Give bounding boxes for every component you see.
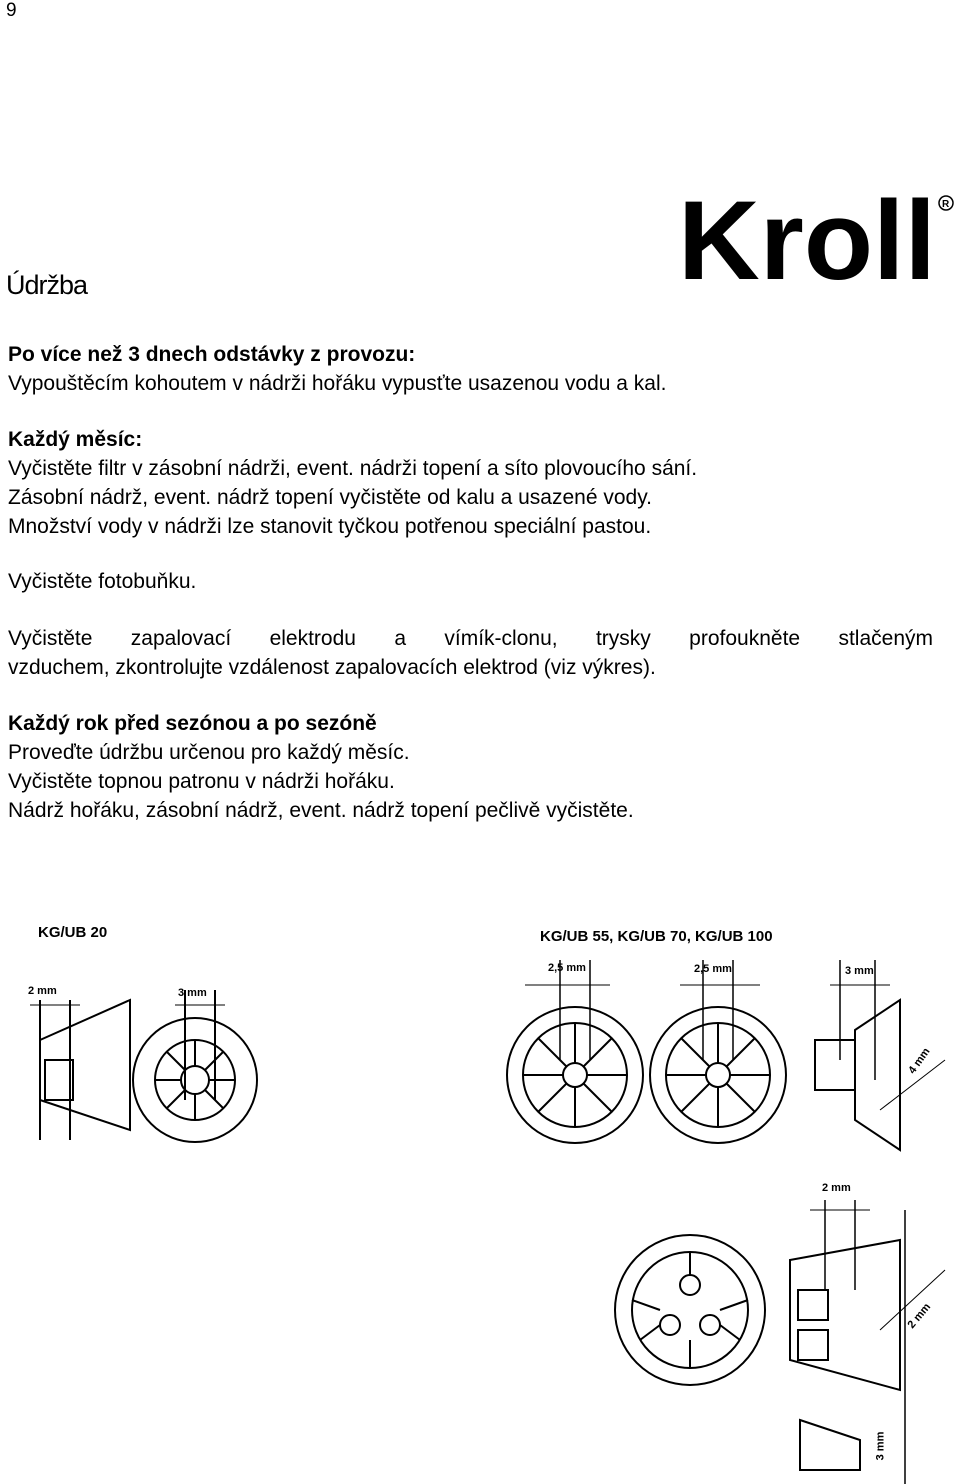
section-photocell — [8, 567, 196, 596]
section-yearly — [8, 709, 634, 825]
kgub20-drawing — [30, 990, 257, 1142]
kgub55-drawing — [507, 960, 945, 1150]
dimension-label: 3 mm — [874, 1431, 887, 1461]
text-line: Nádrž hořáku, zásobní nádrž, event. nádrž topení pečlivě vyčistěte. — [8, 799, 634, 822]
dimension-label: 2,5 mm — [694, 963, 732, 975]
dimension-label: 3 mm — [178, 987, 207, 999]
dimension-label: 3 mm — [845, 965, 874, 977]
text-line: Proveďte údržbu určenou pro každý měsíc. — [8, 741, 410, 764]
svg-text:Kroll: Kroll — [678, 193, 936, 285]
section-heading: Každý rok před sezónou a po sezóně — [8, 712, 377, 735]
text-line: Vyčistěte topnou patronu v nádrži hořáku. — [8, 770, 395, 793]
dimension-label: 2 mm — [905, 1301, 934, 1331]
section-electrode — [8, 624, 933, 682]
text-line: Vyčistěte fotobuňku. — [8, 570, 197, 593]
dimension-label: 4 mm — [906, 1045, 933, 1077]
section-downtime — [8, 340, 666, 398]
section-heading: Každý měsíc: — [8, 428, 143, 451]
dimension-label: 2,5 mm — [548, 962, 586, 974]
dimension-label: 2 mm — [822, 1182, 851, 1194]
kroll-logo — [678, 193, 956, 285]
page-title: Údržba — [6, 270, 88, 300]
figure-title-left: KG/UB 20 — [38, 924, 108, 941]
section-heading: Po více než 3 dnech odstávky z provozu: — [8, 343, 416, 366]
section-monthly — [8, 425, 697, 541]
text-line: vzduchem, zkontrolujte vzdálenost zapalovacích elektrod (viz výkres). — [8, 656, 656, 679]
text-line: Vyčistěte zapalovací elektrodu a vímík-clonu, trysky profoukněte stlačeným — [8, 627, 933, 650]
dimension-label: 2 mm — [28, 985, 57, 997]
text-line: Vyčistěte filtr v zásobní nádrži, event. nádrži topení a síto plovoucího sání. — [8, 457, 698, 480]
text-line: Zásobní nádrž, event. nádrž topení vyčistěte od kalu a usazené vody. — [8, 486, 652, 509]
page-number: 9 — [6, 0, 17, 21]
svg-text:R: R — [942, 199, 950, 210]
text-line: Množství vody v nádrži lze stanovit tyčkou potřenou speciální pastou. — [8, 515, 652, 538]
text-line: Vypouštěcím kohoutem v nádrži hořáku vypusťte usazenou vodu a kal. — [8, 372, 667, 395]
kgub100-drawing — [615, 1200, 945, 1484]
figure-title-right: KG/UB 55, KG/UB 70, KG/UB 100 — [540, 928, 773, 945]
